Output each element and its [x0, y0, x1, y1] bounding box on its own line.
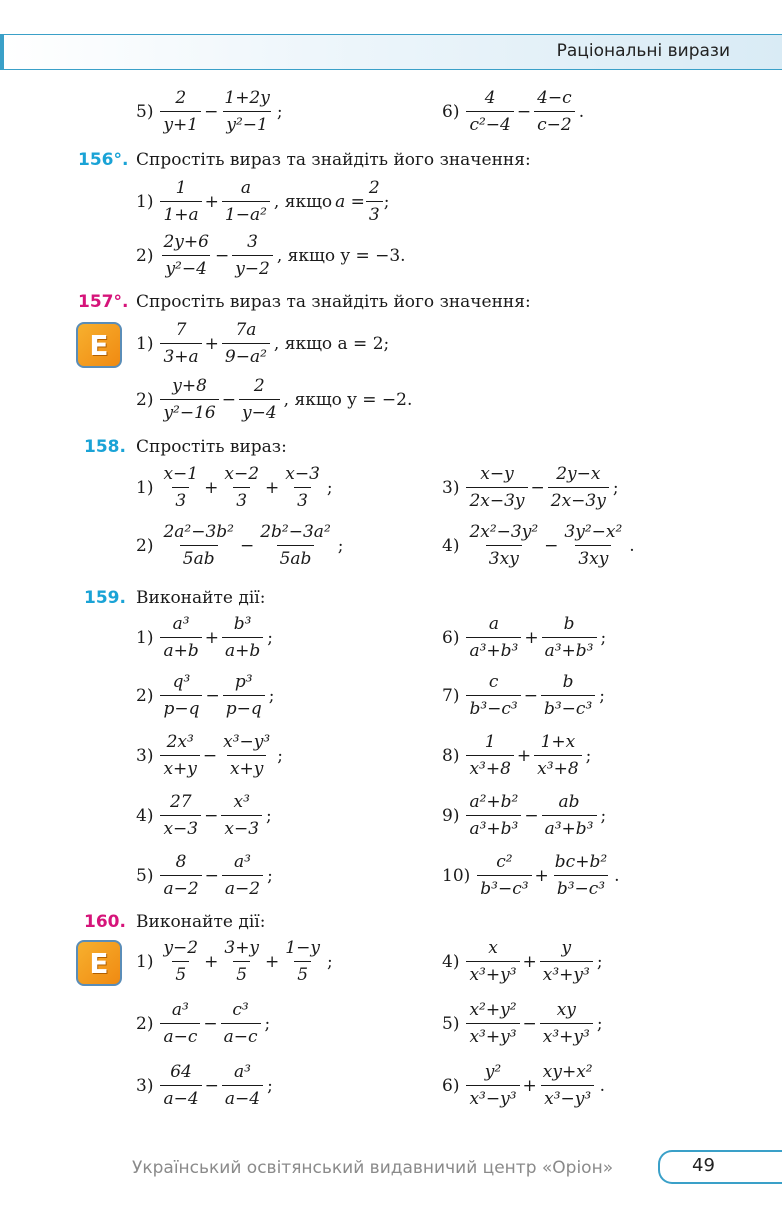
operator: −	[204, 101, 219, 122]
denominator: x³+8	[466, 755, 513, 779]
item-number: 3)	[136, 745, 154, 766]
denominator: y²−4	[162, 255, 209, 279]
punctuation: ;	[596, 1013, 603, 1034]
problem-title-160: Виконайте дії:	[136, 912, 266, 932]
fraction	[223, 672, 265, 719]
operator: +	[265, 477, 280, 498]
numerator: xy	[556, 1000, 576, 1020]
item-number: 1)	[136, 951, 154, 972]
denominator: c²−4	[466, 111, 513, 135]
punctuation: ;	[277, 745, 283, 766]
denominator: a³+b³	[542, 637, 597, 661]
denominator: a³+b³	[466, 637, 521, 661]
exercise-item	[136, 178, 389, 225]
fraction	[548, 464, 609, 511]
numerator: a³	[171, 1000, 189, 1020]
numerator: x−3	[285, 464, 320, 484]
punctuation: ;	[266, 805, 272, 826]
fraction	[466, 522, 541, 569]
fraction	[222, 614, 263, 661]
operator: −	[524, 805, 539, 826]
fraction	[221, 464, 262, 511]
fraction	[466, 88, 513, 135]
denominator: 5	[172, 961, 189, 985]
denominator: a−2	[222, 875, 263, 899]
denominator: y²−16	[160, 399, 218, 423]
operator: +	[265, 951, 280, 972]
operator: +	[534, 865, 549, 886]
item-number: 4)	[442, 535, 460, 556]
numerator: y²	[484, 1062, 502, 1082]
fraction	[160, 232, 211, 279]
fraction	[222, 178, 270, 225]
numerator: xy+x²	[542, 1062, 593, 1082]
badge-letter: Е	[89, 946, 109, 980]
denominator: 3	[172, 487, 189, 511]
fraction	[257, 522, 334, 569]
numerator: c²	[496, 852, 513, 872]
condition-text: , якщо y = −3.	[276, 245, 406, 266]
fraction	[160, 732, 199, 779]
item-number: 2)	[136, 535, 154, 556]
fraction	[232, 232, 273, 279]
item-number: 2)	[136, 1013, 154, 1034]
numerator: 64	[170, 1062, 192, 1082]
exercise-item	[136, 1062, 273, 1109]
exercise-item	[442, 792, 606, 839]
numerator: 2a²−3b²	[163, 522, 234, 542]
item-number: 6)	[442, 1075, 460, 1096]
fraction	[466, 792, 521, 839]
item-number: 5)	[136, 101, 154, 122]
operator: −	[516, 101, 532, 122]
fraction	[534, 732, 581, 779]
numerator: a	[240, 178, 251, 198]
denominator: 5ab	[277, 545, 315, 569]
numerator: c³	[232, 1000, 249, 1020]
problem-number-160: 160.	[84, 912, 126, 932]
fraction	[160, 178, 201, 225]
operator: −	[204, 805, 219, 826]
exercise-item	[136, 88, 283, 135]
exercise-item	[442, 614, 606, 661]
exercise-item	[442, 732, 591, 779]
punctuation: .	[578, 101, 585, 122]
numerator: a³	[234, 852, 251, 872]
operator: +	[204, 191, 219, 212]
fraction	[466, 732, 513, 779]
page-number: 49	[692, 1155, 715, 1176]
item-number: 7)	[442, 685, 460, 706]
denominator: y²−1	[223, 111, 270, 135]
exercise-item	[136, 1000, 270, 1047]
denominator: 9−a²	[222, 343, 270, 367]
item-number: 9)	[442, 805, 460, 826]
item-number: 8)	[442, 745, 460, 766]
exercise-item	[442, 938, 603, 985]
numerator: x	[488, 938, 498, 958]
fraction	[160, 938, 201, 985]
exam-badge-icon	[76, 940, 122, 986]
punctuation: ;	[268, 685, 275, 706]
exercise-item	[136, 320, 389, 367]
denominator: x³+8	[534, 755, 581, 779]
exercise-item	[136, 732, 283, 779]
numerator: 2y−x	[556, 464, 601, 484]
punctuation: ;	[267, 865, 273, 886]
numerator: x−2	[224, 464, 260, 484]
punctuation: ;	[267, 1075, 273, 1096]
problem-number-158: 158.	[84, 437, 126, 457]
item-number: 4)	[442, 951, 460, 972]
denominator: 2x−3y	[466, 487, 527, 511]
operator: +	[204, 951, 219, 972]
operator: −	[221, 389, 236, 410]
problem-title-156: Спростіть вираз та знайдіть його значення:	[136, 150, 531, 170]
item-number: 1)	[136, 333, 154, 354]
denominator: a−2	[160, 875, 201, 899]
fraction	[222, 320, 270, 367]
operator: −	[530, 477, 545, 498]
denominator: 1−a²	[222, 201, 270, 225]
denominator: x³−y³	[466, 1085, 519, 1109]
fraction	[160, 88, 201, 135]
operator: −	[203, 1013, 218, 1034]
exercise-item	[136, 376, 412, 423]
numerator: 2	[253, 376, 265, 396]
numerator: b	[562, 672, 574, 692]
denominator: y−4	[239, 399, 280, 423]
fraction	[160, 376, 218, 423]
item-number: 2)	[136, 685, 154, 706]
operator: +	[516, 745, 532, 766]
exercise-item	[442, 672, 605, 719]
operator: +	[204, 627, 219, 648]
item-number: 2)	[136, 389, 154, 410]
punctuation: ;	[596, 951, 603, 972]
denominator: a³+b³	[466, 815, 521, 839]
exercise-item	[136, 614, 273, 661]
operator: −	[522, 1013, 537, 1034]
exercise-item	[136, 938, 333, 985]
punctuation: ;	[326, 477, 333, 498]
fraction	[466, 1062, 519, 1109]
numerator: q³	[172, 672, 191, 692]
denominator: x³−y³	[541, 1085, 594, 1109]
item-number: 5)	[442, 1013, 460, 1034]
punctuation: ;	[612, 477, 619, 498]
numerator: b	[563, 614, 575, 634]
punctuation: ;	[600, 627, 607, 648]
fraction	[477, 852, 531, 899]
denominator: x³+y³	[540, 961, 593, 985]
denominator: 3xy	[486, 545, 522, 569]
section-title: Раціональні вирази	[556, 41, 730, 61]
denominator: 2x−3y	[548, 487, 609, 511]
fraction	[282, 464, 323, 511]
denominator: x³+y³	[540, 1023, 593, 1047]
numerator: ab	[558, 792, 580, 812]
denominator: a³+b³	[542, 815, 597, 839]
exercise-item	[442, 1000, 603, 1047]
numerator: a³	[234, 1062, 251, 1082]
numerator: 2y+6	[163, 232, 209, 252]
numerator: c	[488, 672, 499, 692]
numerator: 3+y	[224, 938, 260, 958]
exercise-item	[442, 1062, 605, 1109]
fraction	[160, 614, 201, 661]
exercise-item	[442, 522, 635, 569]
numerator: y−2	[163, 938, 199, 958]
badge-letter: Е	[89, 328, 109, 362]
fraction	[160, 320, 201, 367]
operator: +	[524, 627, 539, 648]
fraction	[221, 88, 272, 135]
numerator: 8	[175, 852, 187, 872]
fraction	[220, 732, 273, 779]
exercise-item	[136, 522, 344, 569]
denominator: p−q	[160, 695, 202, 719]
punctuation: .	[599, 1075, 606, 1096]
fraction	[222, 852, 263, 899]
numerator: 3y²−x²	[564, 522, 623, 542]
denominator: 5	[294, 961, 311, 985]
fraction	[160, 1000, 200, 1047]
punctuation: ;	[276, 101, 283, 122]
denominator: a+b	[160, 637, 201, 661]
denominator: 3	[366, 201, 383, 225]
fraction	[534, 88, 575, 135]
fraction	[222, 1062, 263, 1109]
numerator: 1	[484, 732, 496, 752]
punctuation: ;	[267, 627, 273, 648]
numerator: 3	[247, 232, 258, 252]
fraction	[221, 792, 262, 839]
fraction	[466, 672, 520, 719]
fraction	[542, 792, 597, 839]
item-number: 6)	[442, 101, 460, 122]
condition-text: , якщо a = 2;	[273, 333, 390, 354]
denominator: 3	[294, 487, 311, 511]
numerator: 1−y	[285, 938, 320, 958]
exercise-item	[442, 852, 620, 899]
fraction	[160, 672, 202, 719]
fraction	[542, 614, 597, 661]
denominator: 5	[233, 961, 250, 985]
fraction	[221, 1000, 261, 1047]
numerator: y	[561, 938, 572, 958]
fraction	[540, 938, 593, 985]
denominator: a−4	[222, 1085, 263, 1109]
numerator: x²+y²	[469, 1000, 517, 1020]
problem-title-157: Спростіть вираз та знайдіть його значення:	[136, 292, 531, 312]
problem-number-156: 156°.	[78, 150, 129, 170]
denominator: x+y	[227, 755, 266, 779]
numerator: a²+b²	[469, 792, 519, 812]
exercise-item	[136, 792, 272, 839]
punctuation: ;	[337, 535, 344, 556]
denominator: a−c	[221, 1023, 261, 1047]
item-number: 5)	[136, 865, 154, 886]
numerator: y+8	[172, 376, 207, 396]
numerator: bc+b²	[554, 852, 608, 872]
item-number: 10)	[442, 865, 471, 886]
denominator: b³−c³	[554, 875, 608, 899]
numerator: x³−y³	[223, 732, 271, 752]
denominator: 1+a	[160, 201, 201, 225]
numerator: 2x²−3y²	[469, 522, 539, 542]
numerator: x−1	[163, 464, 199, 484]
numerator: 4	[484, 88, 496, 108]
numerator: 4−c	[537, 88, 572, 108]
exercise-item	[136, 464, 333, 511]
denominator: 3xy	[575, 545, 611, 569]
punctuation: ;	[599, 685, 605, 706]
numerator: b³	[233, 614, 252, 634]
problem-title-159: Виконайте дії:	[136, 588, 266, 608]
item-number: 6)	[442, 627, 460, 648]
operator: −	[202, 745, 218, 766]
problem-number-159: 159.	[84, 588, 126, 608]
fraction	[561, 522, 625, 569]
numerator: x³	[233, 792, 250, 812]
denominator: 5ab	[180, 545, 218, 569]
operator: +	[204, 477, 219, 498]
fraction	[366, 178, 383, 225]
operator: −	[204, 1075, 219, 1096]
numerator: p³	[234, 672, 253, 692]
operator: −	[214, 245, 230, 266]
denominator: c−2	[534, 111, 575, 135]
numerator: 1+2y	[224, 88, 270, 108]
numerator: 2x³	[166, 732, 194, 752]
denominator: x³+y³	[466, 961, 519, 985]
fraction	[221, 938, 262, 985]
denominator: 3+a	[160, 343, 201, 367]
numerator: 1	[175, 178, 187, 198]
exercise-item	[136, 672, 274, 719]
numerator: 2	[368, 178, 380, 198]
item-number: 3)	[136, 1075, 154, 1096]
item-number: 1)	[136, 627, 154, 648]
denominator: y+1	[160, 111, 201, 135]
header-bar	[0, 34, 782, 70]
fraction	[282, 938, 323, 985]
denominator: y−2	[232, 255, 273, 279]
numerator: 7	[175, 320, 187, 340]
fraction	[160, 1062, 201, 1109]
item-number: 1)	[136, 191, 154, 212]
numerator: 2	[175, 88, 187, 108]
fraction	[239, 376, 280, 423]
item-number: 2)	[136, 245, 154, 266]
denominator: b³−c³	[541, 695, 595, 719]
exercise-item	[442, 88, 584, 135]
denominator: x+y	[160, 755, 199, 779]
fraction	[160, 522, 237, 569]
operator: −	[205, 685, 220, 706]
fraction	[466, 614, 521, 661]
numerator: a³	[172, 614, 190, 634]
operator: −	[239, 535, 255, 556]
denominator: p−q	[223, 695, 265, 719]
item-number: 3)	[442, 477, 460, 498]
operator: −	[523, 685, 538, 706]
exercise-item	[136, 852, 273, 899]
punctuation: ;	[326, 951, 333, 972]
punctuation: ;	[585, 745, 592, 766]
denominator: 3	[233, 487, 250, 511]
fraction	[466, 464, 527, 511]
fraction	[160, 792, 201, 839]
fraction	[552, 852, 610, 899]
numerator: a	[488, 614, 499, 634]
punctuation: .	[614, 865, 620, 886]
publisher-footer: Український освітянський видавничий центр «Оріон»	[132, 1158, 614, 1178]
condition-text: , якщо y = −2.	[283, 389, 413, 410]
denominator: x−3	[221, 815, 262, 839]
punctuation: ;	[264, 1013, 271, 1034]
numerator: 7a	[235, 320, 257, 340]
exam-badge-icon	[76, 322, 122, 368]
punctuation: ;	[383, 191, 390, 212]
operator: +	[204, 333, 219, 354]
numerator: 27	[169, 792, 192, 812]
punctuation: .	[629, 535, 635, 556]
exercise-item	[442, 464, 619, 511]
fraction	[160, 852, 201, 899]
fraction	[466, 1000, 519, 1047]
denominator: a−c	[160, 1023, 200, 1047]
fraction	[541, 672, 595, 719]
punctuation: ;	[600, 805, 607, 826]
problem-number-157: 157°.	[78, 292, 129, 312]
problem-title-158: Спростіть вираз:	[136, 437, 287, 457]
denominator: b³−c³	[477, 875, 531, 899]
numerator: 2b²−3a²	[260, 522, 331, 542]
fraction	[160, 464, 201, 511]
operator: −	[204, 865, 219, 886]
denominator: x³+y³	[466, 1023, 519, 1047]
item-number: 1)	[136, 477, 154, 498]
denominator: b³−c³	[466, 695, 520, 719]
page-number-tab	[658, 1150, 782, 1184]
condition-text: , якщо	[273, 191, 333, 212]
denominator: x−3	[160, 815, 201, 839]
denominator: a+b	[222, 637, 263, 661]
numerator: x−y	[480, 464, 514, 484]
exercise-item	[136, 232, 406, 279]
operator: +	[522, 951, 537, 972]
fraction	[466, 938, 519, 985]
variable: a =	[335, 191, 365, 212]
fraction	[540, 1062, 596, 1109]
fraction	[540, 1000, 593, 1047]
denominator: a−4	[160, 1085, 201, 1109]
item-number: 4)	[136, 805, 154, 826]
numerator: 1+x	[540, 732, 576, 752]
operator: −	[544, 535, 559, 556]
operator: +	[522, 1075, 537, 1096]
